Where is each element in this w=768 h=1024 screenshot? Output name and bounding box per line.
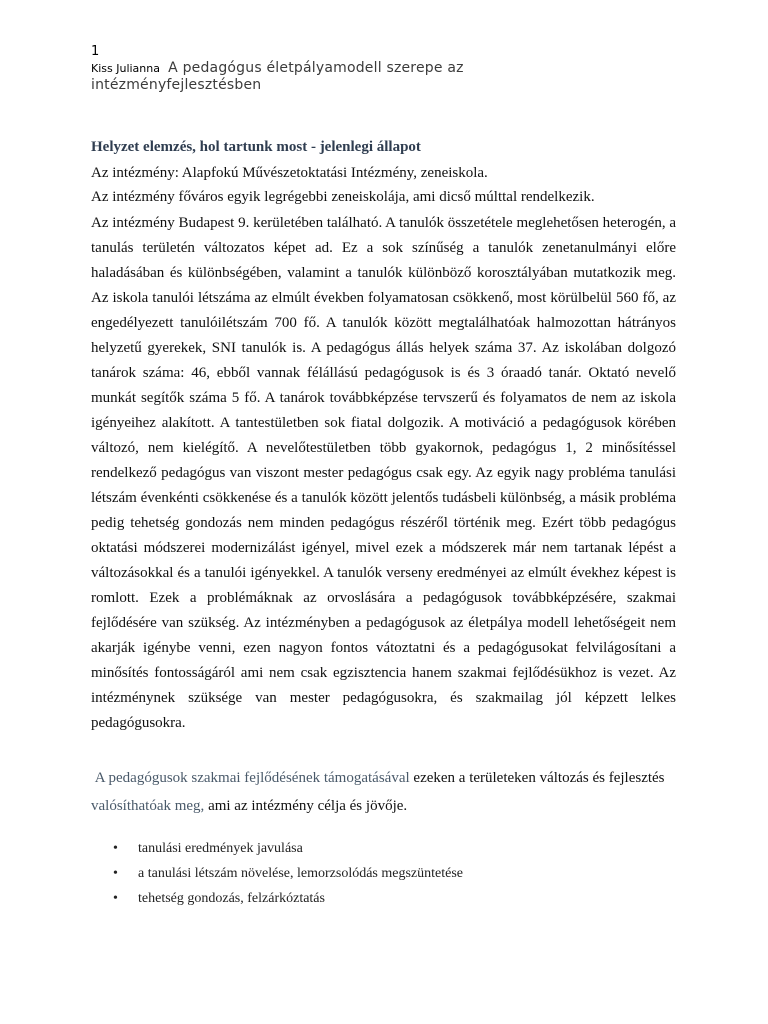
bullet-icon: • xyxy=(113,841,118,856)
list-item-text: tanulási eredmények javulása xyxy=(138,841,303,856)
bullet-icon: • xyxy=(113,866,118,881)
goals-list xyxy=(91,836,676,911)
development-text-4: ami az intézmény célja és jövője. xyxy=(204,798,408,814)
list-item xyxy=(91,836,676,861)
document-body xyxy=(91,137,676,911)
development-colored-text-1: A pedagógusok szakmai fejlődésének támogatásával xyxy=(94,770,410,786)
institution-line: Az intézmény: Alapfokú Művészetoktatási Intézmény, zeneiskola. xyxy=(91,165,488,181)
page-header xyxy=(91,44,691,94)
document-title-part2: intézményfejlesztésben xyxy=(91,77,262,93)
situation-paragraph: Az intézmény Budapest 9. kerületében található. A tanulók összetétele meglehetősen heterogén, a tanulás területén változatos képet ad. Ez a sok színűség a tanulók zenetanulmányi előre haladásában és különbségében, valamint a tanulók különböző korosztályában mutatkozik meg. Az iskola tanulói létszáma az elmúlt években folyamatosan csökkenő, most körülbelül 560 fő, az engedélyezett tanulóilétszám 700 fő. A tanulók között megtalálhatóak halmozottan hátrányos helyzetű gyerekek, SNI tanulók is. A pedagógus állás helyek száma 37. Az iskolában dolgozó tanárok száma: 46, ebből vannak félállású pedagógusok is és 3 óraadó tanár. Oktató nevelő munkát segítők száma 5 fő. A tanárok továbbképzése tervszerű és folyamatos de nem az iskola igényeihez alakított. A tantestületben sok fiatal dolgozik. A motiváció a pedagógusok körében változó, nem kielégítő. A nevelőtestületben több gyakornok, pedagógus 1, 2 minősítéssel rendelkező pedagógus van viszont mester pedagógus csak egy. Az egyik nagy probléma tanulási létszám évenkénti csökkenése és a tanulók között jelentős tudásbeli különbség, a másik probléma pedig tehetség gondozás nem minden pedagógus részéről történik meg. Ezért több pedagógus oktatási módszerei modernizálást igényel, mivel ezek a módszerek már nem tartanak lépést a változásokkal és a tanulói igényekkel. A tanulók verseny eredményei az elmúlt évekhez képest is romlott. Ezek a problémáknak az orvoslására a pedagógusok továbbképzésére, szakmai fejlődésére van szükség. Az intézményben a pedagógusok az életpálya modell lehetőségeit nem akarják igénybe venni, ezen nagyon fontos vátoztatni és a pedagógusokat felvilágosítani a minősítés fontosságáról ami nem csak egzisztencia hanem szakmai fejlődésükhoz is vezet. Az intézménynek szüksége van mester pedagógusokra, és szakmailag jól képzett lelkes pedagógusokra. xyxy=(91,215,676,731)
page-number: 1 xyxy=(91,44,100,59)
development-paragraph xyxy=(91,764,676,820)
section-heading: Helyzet elemzés, hol tartunk most - jelenlegi állapot xyxy=(91,139,421,155)
list-item xyxy=(91,886,676,911)
list-item-text: a tanulási létszám növelése, lemorzsolódás megszüntetése xyxy=(138,866,464,881)
header-line xyxy=(91,60,691,77)
development-text-2: ezeken a területeken változás és fejlesztés xyxy=(409,770,665,786)
list-item xyxy=(91,861,676,886)
bullet-icon: • xyxy=(113,891,118,906)
document-title-part1: A pedagógus életpályamodell szerepe az xyxy=(168,60,464,76)
author-name: Kiss Julianna xyxy=(91,62,160,75)
development-colored-text-3: valósíthatóak meg, xyxy=(91,798,205,814)
document-title xyxy=(163,60,463,76)
list-item-text: tehetség gondozás, felzárkóztatás xyxy=(138,891,325,906)
history-line: Az intézmény főváros egyik legrégebbi zeneiskolája, ami dicső múlttal rendelkezik. xyxy=(91,189,595,205)
